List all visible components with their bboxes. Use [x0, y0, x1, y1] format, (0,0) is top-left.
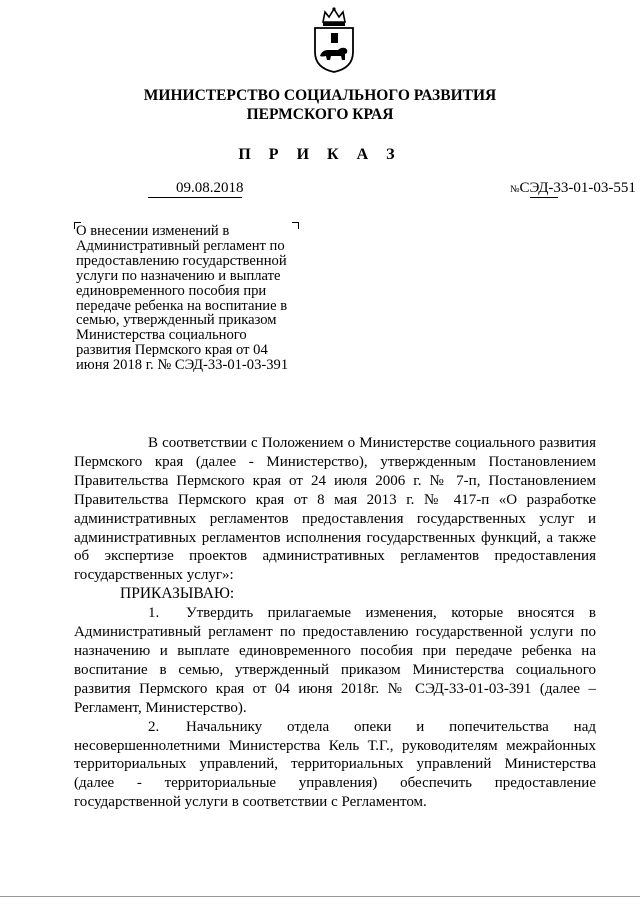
page-bottom-rule	[0, 896, 640, 897]
document-type-title: П Р И К А З	[238, 146, 402, 163]
item-2-number: 2.	[148, 718, 160, 735]
order-directive: ПРИКАЗЫВАЮ:	[120, 585, 235, 603]
order-body	[74, 434, 596, 812]
item-2-text: Начальнику отдела опеки и попечительства над несовершеннолетними Министерства Кель Т.Г., руководителям межрайонных территориальных управлений, территориальных управлений Министерства (далее - территориальные управления) обеспечить предоставление государственной услуги в соответствии с Регламентом.	[74, 718, 596, 811]
order-number-value: СЭД-33-01-03-551	[519, 180, 636, 196]
coat-of-arms-icon	[305, 6, 363, 74]
order-item-2	[74, 718, 596, 813]
item-1-text: Утвердить прилагаемые изменения, которые вносятся в Административный регламент по предоставлению государственной услуги по назначению и выплате единовременного пособия при передаче ребенка на воспитание в семью, утвержденный приказом Министерства социального развития Пермского края от 04 июня 2018г. № СЭД-33-01-03-391 (далее – Регламент, Министерство).	[74, 605, 596, 716]
order-subject: О внесении изменений в Административный регламент по предоставлению государственной услуги по назначению и выплате единовременного пособия при передаче ребенка на воспитание в семью, утвержденный приказом Министерства социального развития Пермского края от 04 июня 2018 г. № СЭД-33-01-03-391	[76, 223, 289, 374]
ministry-name-line1: МИНИСТЕРСТВО СОЦИАЛЬНОГО РАЗВИТИЯ	[143, 87, 497, 104]
ministry-name-line2: ПЕРМСКОГО КРАЯ	[246, 106, 394, 123]
number-underline	[530, 197, 558, 198]
preamble-paragraph: В соответствии с Положением о Министерстве социального развития Пермского края (далее - Министерство), утвержденным Постановлением Правительства Пермского края от 24 июля 2006 г. № 7-п, Постановлением Правительства Пермского края от 8 мая 2013 г. № 417-п «О разработке административных регламентов предоставления государственных услуг и административных регламентов исполнения государственных функций, а также об экспертизе проектов административных регламентов предоставления государственных услуг»:	[74, 435, 596, 584]
order-item-1	[74, 604, 596, 717]
order-number	[510, 180, 636, 197]
date-underline	[148, 197, 242, 198]
number-sign: №	[510, 184, 520, 195]
ministry-header	[0, 86, 640, 124]
order-date: 09.08.2018	[176, 180, 244, 196]
item-1-number: 1.	[148, 605, 160, 622]
